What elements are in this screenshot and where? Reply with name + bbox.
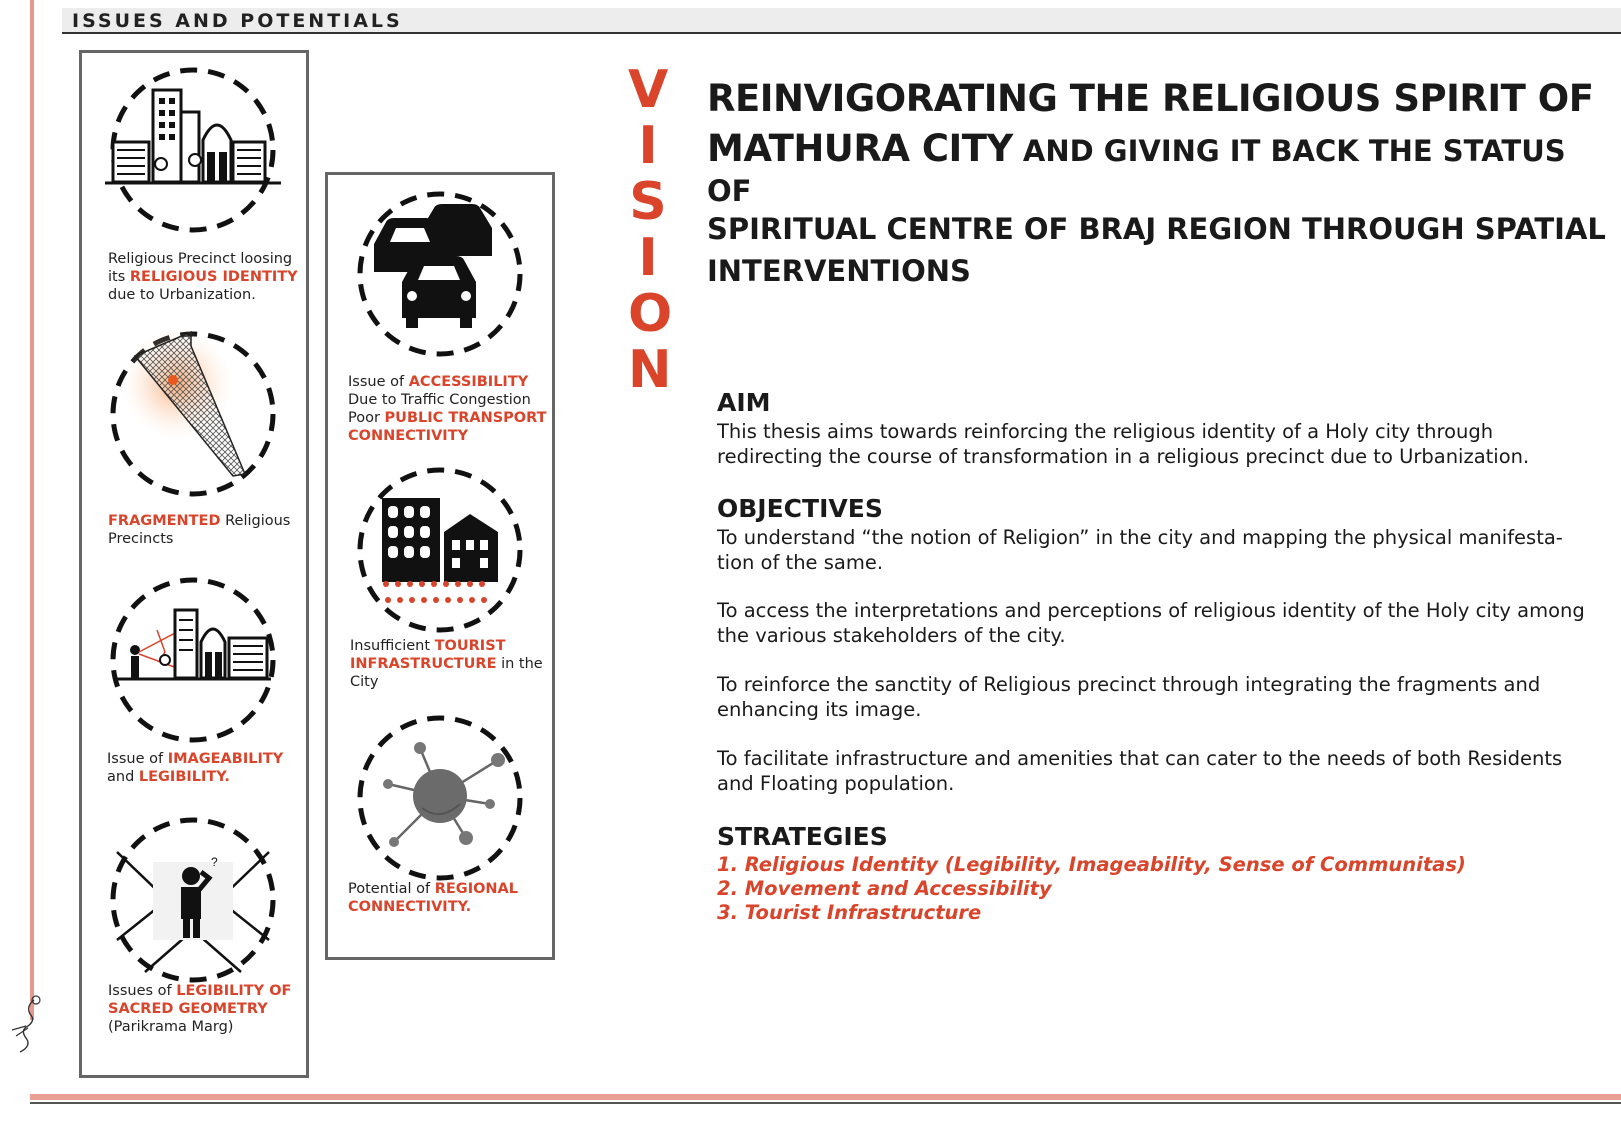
vision-letter: I — [638, 116, 658, 176]
objective-item: To reinforce the sanctity of Religious precinct through integrating the fragments and enhancing its image. — [717, 673, 1541, 721]
bottom-rule-dark — [30, 1102, 1621, 1104]
vision-letter: I — [638, 228, 658, 288]
issue-caption-imageability — [107, 750, 297, 786]
network-hub-icon — [352, 710, 528, 886]
vision-letter: V — [628, 60, 669, 120]
caption-text: Religious Precincts — [108, 513, 291, 547]
confused-person-icon — [105, 812, 281, 988]
caption-text: Issue of — [348, 374, 409, 390]
caption-highlight: TOURIST INFRASTRUCTURE — [350, 638, 506, 672]
issue-caption-fragmented — [108, 512, 298, 548]
issue-caption-regional — [348, 880, 548, 916]
aim-text: This thesis aims towards reinforcing the religious identity of a Holy city through redirecting the course of transformation in a religious precinct due to Urbanization. — [717, 420, 1530, 468]
objective-item: To access the interpretations and perceptions of religious identity of the Holy city among the various stakeholders of the city. — [717, 599, 1585, 647]
page-title: ISSUES AND POTENTIALS — [72, 10, 403, 32]
vision-line: REINVIGORATING THE RELIGIOUS SPIRIT OF — [707, 77, 1594, 120]
caption-highlight: FRAGMENTED — [108, 513, 221, 529]
vision-line: SPIRITUAL CENTRE OF BRAJ REGION THROUGH SPATIAL — [707, 212, 1606, 246]
city-temple-icon — [105, 62, 281, 238]
issue-caption-religious-identity — [108, 250, 298, 304]
caption-highlight: LEGIBILITY. — [138, 769, 230, 785]
caption-text: Insufficient — [350, 638, 435, 654]
caption-text: Religious Precinct loosing its — [108, 251, 293, 285]
vision-letter: O — [628, 284, 673, 344]
issue-caption-tourist — [350, 637, 550, 691]
strategy-item: 3. Tourist Infrastructure — [717, 901, 982, 924]
objectives-title: OBJECTIVES — [717, 494, 883, 523]
caption-highlight: PUBLIC TRANSPORT CONNECTIVITY — [348, 410, 547, 444]
caption-text: Issues of — [108, 983, 177, 999]
caption-highlight: REGIONAL CONNECTIVITY. — [348, 881, 519, 915]
strategy-item: 1. Religious Identity (Legibility, Imageability, Sense of Communitas) — [717, 853, 1466, 876]
left-margin-rule — [30, 0, 34, 1020]
objective-item: To facilitate infrastructure and amenities that can cater to the needs of both Residents and Floating population. — [717, 747, 1563, 795]
caption-text: in the City — [350, 656, 543, 690]
vision-line-small: AND GIVING IT BACK THE STATUS OF — [707, 134, 1566, 208]
caption-text: Potential of — [348, 881, 435, 897]
fragmented-precinct-icon — [105, 326, 281, 502]
vision-statement — [707, 74, 1607, 292]
caption-text: and — [107, 769, 139, 785]
strategy-item: 2. Movement and Accessibility — [717, 877, 1052, 900]
caption-highlight: LEGIBILITY OF SACRED GEOMETRY — [108, 983, 292, 1017]
strategies-title: STRATEGIES — [717, 822, 888, 851]
traffic-cars-icon — [352, 186, 528, 362]
caption-highlight: IMAGEABILITY — [167, 751, 284, 767]
bottom-rule — [30, 1094, 1621, 1100]
aim-title: AIM — [717, 388, 771, 417]
issue-caption-sacred-geometry — [108, 982, 298, 1036]
svg-text:?: ? — [211, 855, 218, 869]
caption-highlight: RELIGIOUS IDENTITY — [129, 269, 298, 285]
caption-text: due to Urbanization. — [108, 287, 256, 303]
objective-item: To understand “the notion of Religion” in the city and mapping the physical manifesta-tion of the same. — [717, 526, 1563, 574]
imageability-icon — [105, 572, 281, 748]
caption-text: Due to Traffic Congestion Poor — [348, 392, 531, 426]
vision-letter: S — [629, 172, 667, 232]
caption-highlight: ACCESSIBILITY — [408, 374, 529, 390]
signature-icon — [8, 992, 46, 1062]
vision-line: INTERVENTIONS — [707, 254, 971, 288]
vision-city-name: MATHURA CITY — [707, 127, 1013, 170]
issue-caption-accessibility — [348, 373, 548, 445]
vision-line — [707, 124, 1607, 208]
tourist-buildings-icon — [352, 462, 528, 638]
caption-text: Issue of — [107, 751, 168, 767]
caption-text: (Parikrama Marg) — [108, 1019, 234, 1035]
vision-letter: N — [628, 340, 672, 400]
